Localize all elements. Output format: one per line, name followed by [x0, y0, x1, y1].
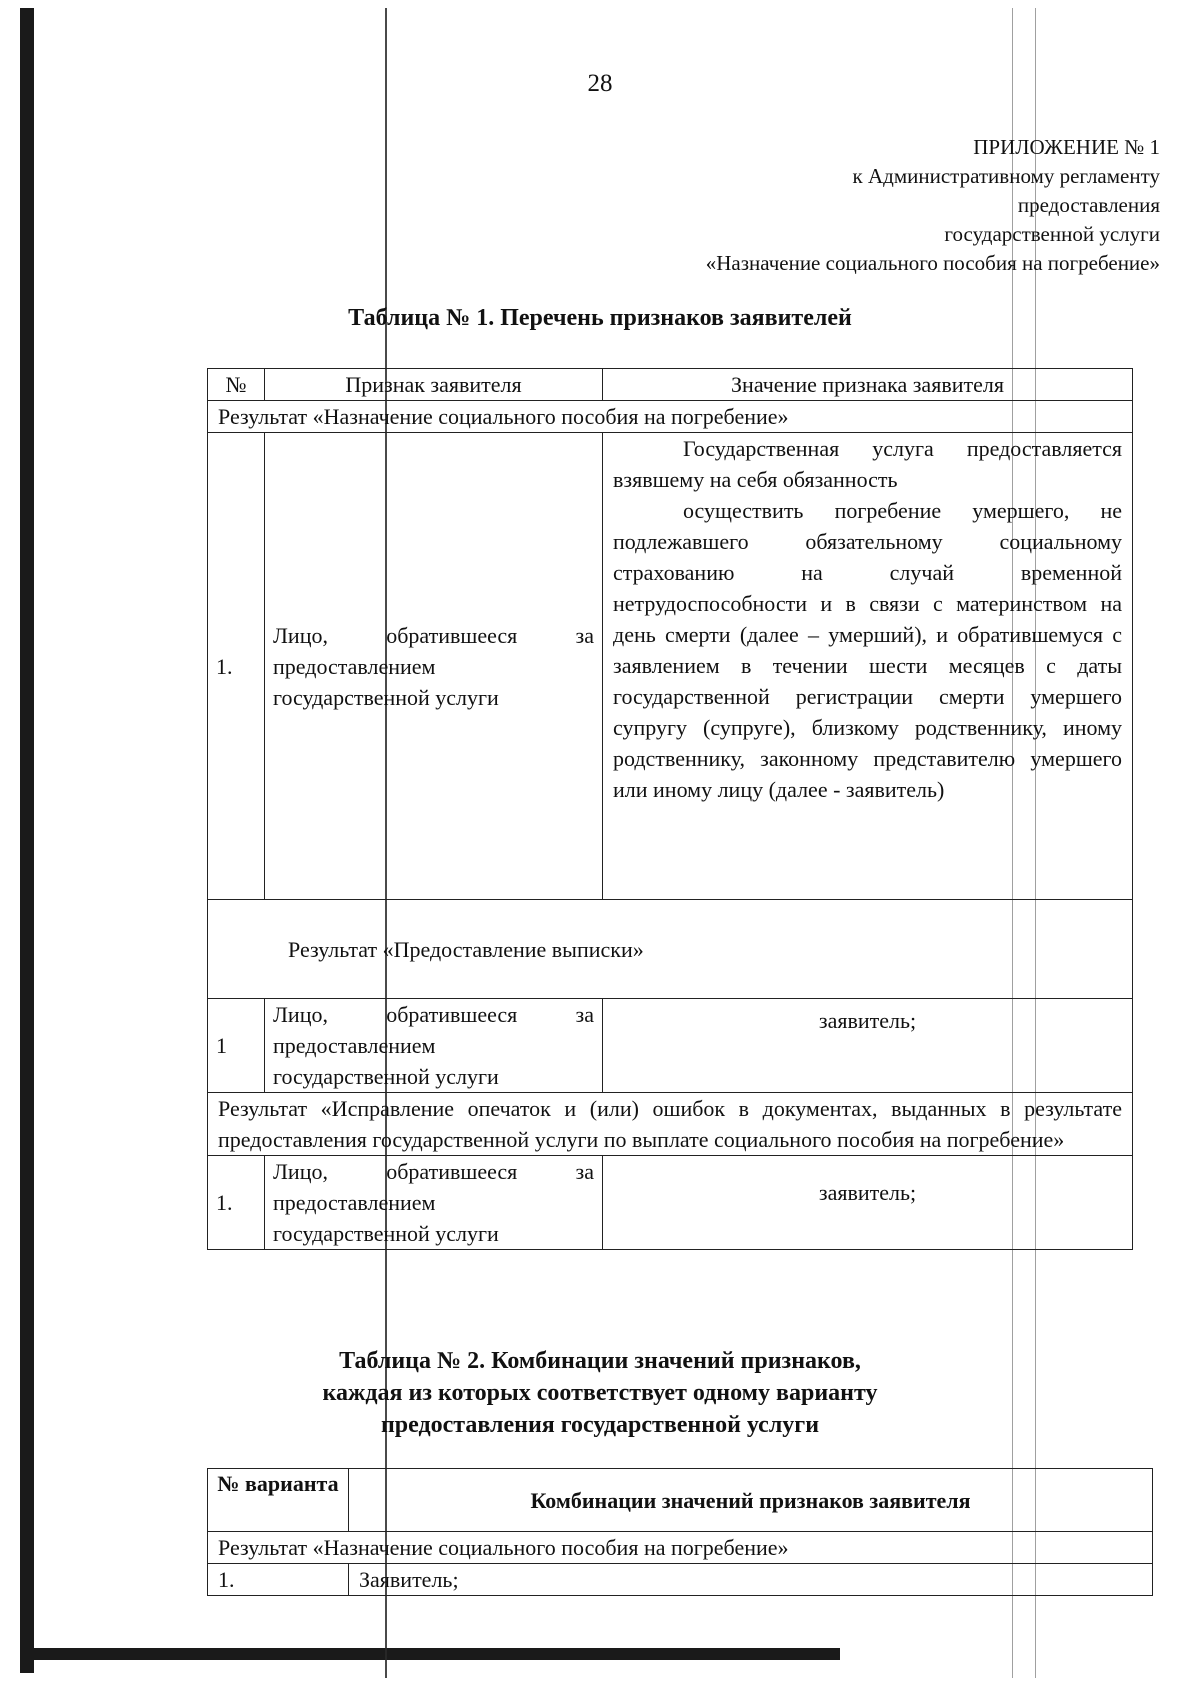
appendix-line: государственной услуги — [944, 222, 1160, 246]
table-row — [208, 999, 1133, 1093]
table2-title-line: предоставления государственной услуги — [380, 1412, 820, 1438]
result-label: Результат «Назначение социального пособия на погребение» — [208, 401, 1133, 433]
row-value: Заявитель; — [349, 1564, 1153, 1596]
appendix-line: «Назначение социального пособия на погребение» — [705, 251, 1160, 275]
table-header-row — [208, 369, 1133, 401]
table2-title — [0, 1345, 1200, 1441]
result-row — [208, 1532, 1153, 1564]
result-row — [208, 900, 1133, 999]
header-combination: Комбинации значений признаков заявителя — [349, 1469, 1153, 1532]
row-num: 1. — [208, 1156, 265, 1250]
table1-applicant-features — [207, 368, 1133, 1250]
header-num: № — [208, 369, 265, 401]
row-feature: Лицо, обратившееся за предоставлением государственной услуги — [265, 999, 603, 1093]
row-num: 1. — [208, 1564, 349, 1596]
table-row — [208, 1156, 1133, 1250]
table-header-row — [208, 1469, 1153, 1532]
row-feature: Лицо, обратившееся за предоставлением государственной услуги — [265, 433, 603, 900]
row-num: 1 — [208, 999, 265, 1093]
header-value: Значение признака заявителя — [603, 369, 1133, 401]
page-number: 28 — [587, 70, 613, 97]
result-label: Результат «Предоставление выписки» — [208, 900, 1133, 999]
row-value: заявитель; — [603, 1156, 1133, 1250]
header-variant-num: № варианта — [208, 1469, 349, 1532]
table-row — [208, 433, 1133, 900]
result-row — [208, 401, 1133, 433]
row-feature: Лицо, обратившееся за предоставлением государственной услуги — [265, 1156, 603, 1250]
result-row — [208, 1093, 1133, 1156]
appendix-line: предоставления — [1017, 193, 1160, 217]
table2-feature-combinations — [207, 1468, 1153, 1596]
row-value: заявитель; — [603, 999, 1133, 1093]
value-paragraph: осуществить погребение умершего, не подлежавшего обязательному социальному страхованию на случай временной нетрудоспособности и в связи с материнством на день смерти (далее – умерший), и обратившемуся с заявлением в течении шести месяцев с даты государственной регистрации смерти умершего супругу (супруге), близкому родственнику, иному родственнику, законному представителю умершего или иному лицу (далее - заявитель) — [613, 498, 1122, 802]
table-row — [208, 1564, 1153, 1596]
appendix-header — [706, 133, 1160, 278]
row-value — [603, 433, 1133, 900]
appendix-line: к Административному регламенту — [852, 164, 1160, 188]
result-label: Результат «Исправление опечаток и (или) ошибок в документах, выданных в результате предоставления государственной услуги по выплате социального пособия на погребение» — [208, 1093, 1133, 1156]
table2-title-line: каждая из которых соответствует одному варианту — [322, 1380, 878, 1406]
result-label: Результат «Назначение социального пособия на погребение» — [208, 1532, 1153, 1564]
scan-edge-bottom — [30, 1648, 840, 1660]
row-num: 1. — [208, 433, 265, 900]
appendix-line: ПРИЛОЖЕНИЕ № 1 — [973, 135, 1160, 159]
header-feature: Признак заявителя — [265, 369, 603, 401]
table2-title-line: Таблица № 2. Комбинации значений признаков, — [339, 1348, 861, 1374]
value-paragraph: Государственная услуга предоставляется взявшему на себя обязанность — [613, 436, 1122, 492]
table1-title: Таблица № 1. Перечень признаков заявителей — [348, 305, 852, 331]
